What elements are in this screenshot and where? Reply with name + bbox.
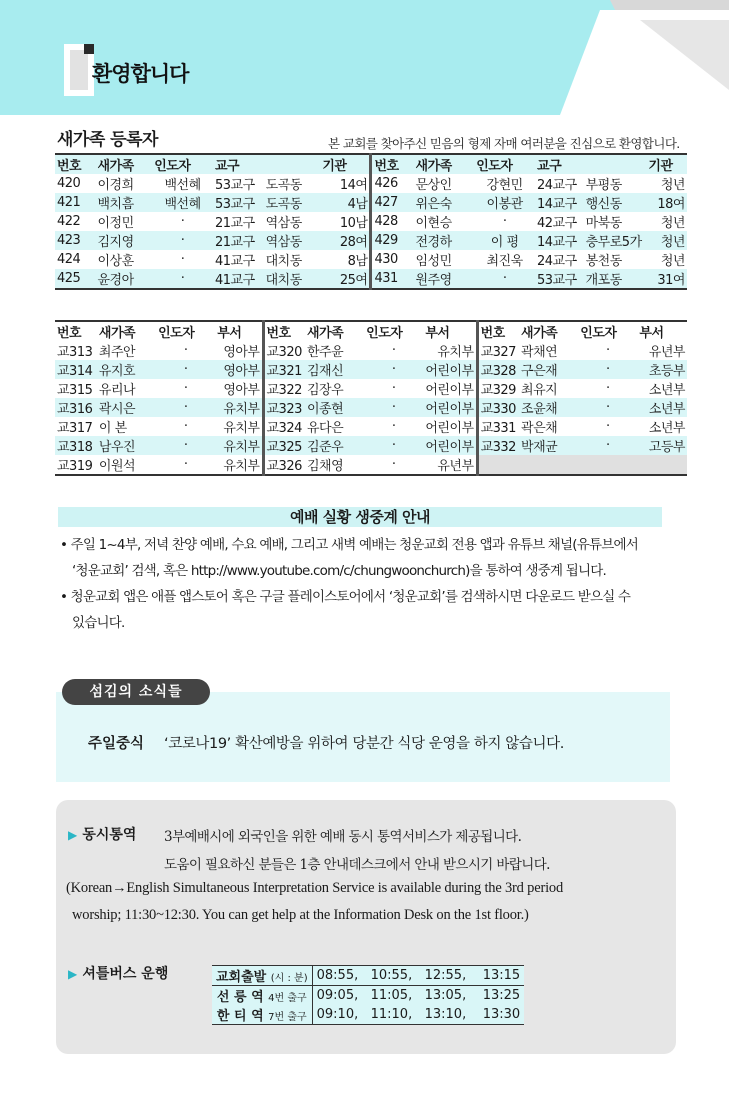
table-cell: 한주윤 (306, 345, 344, 360)
table-cell: 유다은 (306, 421, 344, 436)
interpretation-line: 3부예배시에 외국인을 위한 예배 동시 통역서비스가 제공됩니다. (164, 829, 522, 845)
shuttle-times: 08:55, 10:55, 12:55, 13:15 (316, 968, 521, 983)
table-cell: 역삼동 (265, 216, 302, 231)
col-header: 번호 (371, 154, 414, 174)
table-cell: 21교구 (214, 216, 255, 231)
table-cell: 교324 (263, 417, 305, 436)
shuttle-stop-sub: (시 : 분) (270, 973, 308, 984)
table-cell: 교329 (477, 379, 519, 398)
table-cell: 교323 (263, 398, 305, 417)
table-cell: 이상훈 (97, 254, 134, 269)
table-cell: 소년부 (648, 383, 685, 398)
school-table (55, 320, 687, 476)
notice-badge: 섬김의 소식들 (62, 679, 210, 705)
table-cell: 431 (371, 269, 414, 289)
col-header: 기관 (648, 159, 673, 174)
table-cell: · (183, 343, 188, 358)
broadcast-line: 있습니다. (72, 615, 125, 631)
notice-label: 주일중식 (88, 736, 145, 752)
table-cell: 이경희 (97, 178, 134, 193)
table-cell: 유치부 (223, 421, 260, 436)
table-row (55, 193, 687, 212)
table-cell: 남우진 (98, 440, 136, 455)
col-header: 새가족 (98, 326, 136, 341)
table-row (55, 231, 687, 250)
table-cell: 곽은채 (521, 421, 558, 436)
table-cell: 최유지 (521, 383, 558, 398)
table-row (55, 269, 687, 289)
table-cell: 427 (371, 193, 414, 212)
table-cell: 청년 (660, 216, 685, 231)
col-header: 부서 (639, 326, 664, 341)
table-cell: 소년부 (648, 421, 685, 436)
table-cell: 10남 (339, 216, 368, 231)
table-cell: 425 (57, 271, 81, 286)
col-header: 인도자 (158, 326, 195, 341)
table-cell: 조윤채 (521, 402, 558, 417)
broadcast-line: • 청운교회 앱은 애플 앱스토어 혹은 구글 플레이스토어에서 ‘청운교회’를 검색하시면 다운로드 받으실 수 (60, 589, 631, 605)
table-cell: 428 (371, 212, 414, 231)
table-cell: · (391, 381, 396, 396)
table-cell: 유치부 (223, 459, 260, 474)
table-cell: 교332 (477, 436, 519, 455)
table-cell: 24교구 (537, 178, 577, 193)
table-cell: 유리나 (98, 383, 136, 398)
table-cell: 14교구 (537, 197, 577, 212)
table-cell: 영아부 (223, 345, 260, 360)
table-cell: 424 (57, 252, 81, 267)
header-square-inner (70, 50, 88, 90)
table-cell: 부평동 (585, 178, 622, 193)
table-cell: 김준우 (306, 440, 344, 455)
table-cell: 개포동 (585, 273, 622, 288)
table-cell: 백치흠 (97, 197, 134, 212)
table-cell: 교313 (57, 345, 93, 360)
table-cell (477, 455, 519, 475)
table-cell: 429 (371, 231, 414, 250)
col-header: 새가족 (521, 326, 558, 341)
table-cell: 마북동 (585, 216, 622, 231)
table-cell: 유치부 (223, 440, 260, 455)
table-cell: 어린이부 (425, 364, 474, 379)
table-cell: 대치동 (265, 273, 302, 288)
table-cell: 교320 (263, 341, 305, 360)
table-cell: · (605, 400, 610, 415)
shuttle-stop-name: 한 티 역 (216, 1009, 264, 1024)
table-cell: · (605, 419, 610, 434)
table-cell: 41교구 (214, 273, 255, 288)
table-cell: 최진욱 (486, 254, 523, 269)
table-cell (519, 455, 578, 475)
col-header: 교구 (537, 159, 562, 174)
newcomers-title: 새가족 등록자 (57, 130, 158, 150)
table-cell: · (180, 252, 185, 267)
table-cell: 청년 (660, 254, 685, 269)
table-cell: 어린이부 (425, 440, 474, 455)
col-header: 새가족 (415, 159, 452, 174)
shuttle-stop-sub: 7번 출구 (268, 1012, 307, 1023)
table-cell: · (183, 381, 188, 396)
broadcast-line: • 주일 1~4부, 저녁 찬양 예배, 수요 예배, 그리고 새벽 예배는 청운교회 전용 앱과 유튜브 채널(유튜브에서 (60, 537, 638, 553)
shuttle-row (212, 986, 524, 1006)
shuttle-stop-sub: 4번 출구 (268, 993, 307, 1004)
broadcast-line: ‘청운교회’ 검색, 혹은 http://www.youtube.com/c/chungwoonchurch)을 통하여 생중계 됩니다. (72, 563, 606, 579)
table-cell: 유지호 (98, 364, 136, 379)
newcomers-table (55, 153, 687, 290)
table-cell: 백선혜 (164, 178, 201, 193)
shuttle-stop-name: 선 릉 역 (216, 990, 264, 1005)
col-header: 번호 (263, 321, 305, 341)
table-cell: 430 (371, 250, 414, 269)
table-cell: 4남 (347, 197, 368, 212)
table-cell: 최주안 (98, 345, 136, 360)
table-cell: 행신동 (585, 197, 622, 212)
table-cell: 교319 (57, 459, 93, 474)
shuttle-stop (212, 986, 312, 1006)
table-cell: 도곡동 (265, 178, 302, 193)
table-row (55, 455, 687, 475)
table-cell: 교318 (57, 440, 93, 455)
table-cell: 봉천동 (585, 254, 622, 269)
shuttle-row (212, 966, 524, 986)
table-cell: 유년부 (648, 345, 685, 360)
table-cell: 어린이부 (425, 421, 474, 436)
table-cell: 31여 (657, 273, 685, 288)
table-cell: 교328 (477, 360, 519, 379)
table-cell: 영아부 (223, 364, 260, 379)
table-cell: · (605, 362, 610, 377)
table-cell: · (605, 343, 610, 358)
table-cell: 421 (57, 195, 81, 210)
shuttle-stop (212, 1005, 312, 1025)
table-cell: · (180, 214, 185, 229)
interpretation-english: (Korean→English Simultaneous Interpretation Service is available during the 3rd period (66, 880, 564, 896)
table-cell: · (391, 438, 396, 453)
triangle-bullet-icon: ▶ (68, 967, 78, 981)
shuttle-label: 셔틀버스 운행 (82, 966, 169, 982)
table-row (55, 360, 687, 379)
table-cell: 426 (371, 174, 414, 193)
table-cell: 김지영 (97, 235, 134, 250)
interpretation-heading (68, 824, 136, 844)
table-cell: 초등부 (648, 364, 685, 379)
table-cell: · (391, 362, 396, 377)
shuttle-times: 09:10, 11:10, 13:10, 13:30 (316, 1007, 521, 1022)
table-cell: · (391, 400, 396, 415)
table-row (55, 174, 687, 193)
table-cell: 이 평 (490, 235, 519, 250)
col-header: 새가족 (306, 326, 344, 341)
table-cell: 어린이부 (425, 402, 474, 417)
shuttle-stop (212, 966, 312, 986)
table-cell: 41교구 (214, 254, 255, 269)
table-cell: 14교구 (537, 235, 577, 250)
table-cell: 422 (57, 214, 81, 229)
interpretation-label: 동시통역 (82, 827, 137, 843)
table-cell: · (183, 362, 188, 377)
table-cell: 어린이부 (425, 383, 474, 398)
newcomers-note: 본 교회를 찾아주신 믿음의 형제 자매 여러분을 진심으로 환영합니다. (328, 136, 680, 151)
table-cell: 42교구 (537, 216, 577, 231)
col-header: 번호 (57, 326, 82, 341)
table-cell: 교322 (263, 379, 305, 398)
col-header: 부서 (217, 326, 242, 341)
col-header: 번호 (57, 159, 82, 174)
table-cell: 이종현 (306, 402, 344, 417)
table-cell: 청년 (660, 178, 685, 193)
page-title: 환영합니다 (92, 62, 189, 86)
table-cell: 21교구 (214, 235, 255, 250)
table-cell: 소년부 (648, 402, 685, 417)
table-cell: 김장우 (306, 383, 344, 398)
interpretation-line: 도움이 필요하신 분들은 1층 안내데스크에서 안내 받으시기 바랍니다. (164, 857, 550, 873)
table-cell: 문상인 (415, 178, 452, 193)
shuttle-row (212, 1005, 524, 1025)
table-cell: 유년부 (437, 459, 474, 474)
table-cell: 교326 (263, 455, 305, 475)
table-row (55, 212, 687, 231)
table-cell: 임성민 (415, 254, 452, 269)
school-header-row (55, 321, 687, 341)
table-cell: 교321 (263, 360, 305, 379)
col-header: 부서 (425, 326, 450, 341)
table-cell: 교327 (477, 341, 519, 360)
table-row (55, 379, 687, 398)
table-cell: · (183, 457, 188, 472)
table-row (55, 250, 687, 269)
table-row (55, 341, 687, 360)
table-cell: 구은재 (521, 364, 558, 379)
table-cell: 이봉관 (486, 197, 523, 212)
col-header: 인도자 (580, 326, 617, 341)
table-cell: 곽시은 (98, 402, 136, 417)
table-cell: · (391, 457, 396, 472)
table-cell: 교316 (57, 402, 93, 417)
table-cell: 김채영 (306, 459, 344, 474)
table-cell: 교314 (57, 364, 93, 379)
broadcast-body (60, 532, 700, 636)
table-cell: 대치동 (265, 254, 302, 269)
table-cell: · (605, 381, 610, 396)
shuttle-times: 09:05, 11:05, 13:05, 13:25 (316, 988, 521, 1003)
table-cell: 8남 (347, 254, 368, 269)
table-cell: 윤경아 (97, 273, 134, 288)
table-cell: 24교구 (537, 254, 577, 269)
newcomers-header-row (55, 154, 687, 174)
table-cell: 28여 (339, 235, 368, 250)
col-header: 새가족 (97, 159, 134, 174)
table-cell: 교330 (477, 398, 519, 417)
table-cell: 14여 (339, 178, 368, 193)
table-cell: 청년 (660, 235, 685, 250)
table-cell: 박재균 (521, 440, 558, 455)
table-cell: 원주영 (415, 273, 452, 288)
table-cell: · (183, 419, 188, 434)
col-header: 기관 (322, 159, 347, 174)
table-cell: 강현민 (486, 178, 523, 193)
col-header: 번호 (477, 321, 519, 341)
table-cell: 교331 (477, 417, 519, 436)
table-cell: 전경하 (415, 235, 452, 250)
table-cell: 백선혜 (164, 197, 201, 212)
table-cell (637, 455, 687, 475)
table-cell: · (180, 271, 185, 286)
table-row (55, 398, 687, 417)
shuttle-stop-name: 교회출발 (216, 970, 267, 985)
table-cell: 이 본 (98, 421, 127, 436)
table-cell: · (391, 419, 396, 434)
broadcast-title: 예배 실황 생중계 안내 (289, 508, 431, 526)
table-cell: 도곡동 (265, 197, 302, 212)
table-cell: 교325 (263, 436, 305, 455)
table-cell: 이정민 (97, 216, 134, 231)
shuttle-table (212, 965, 524, 1025)
table-cell: 김재신 (306, 364, 344, 379)
notice-text: ‘코로나19’ 확산예방을 위하여 당분간 식당 운영을 하지 않습니다. (164, 736, 564, 752)
table-cell: 교315 (57, 383, 93, 398)
table-cell: 고등부 (648, 440, 685, 455)
table-cell: 유치부 (437, 345, 474, 360)
col-header: 인도자 (154, 159, 191, 174)
table-cell: 곽채연 (521, 345, 558, 360)
header-square-accent (84, 44, 94, 54)
table-cell: 53교구 (537, 273, 577, 288)
table-cell: 420 (57, 176, 81, 191)
table-cell: · (180, 233, 185, 248)
table-cell: · (391, 343, 396, 358)
table-cell: 53교구 (214, 178, 255, 193)
table-cell: 위은숙 (415, 197, 452, 212)
table-cell: 역삼동 (265, 235, 302, 250)
table-cell (578, 455, 637, 475)
table-cell: · (502, 271, 507, 286)
table-row (55, 417, 687, 436)
table-cell: · (183, 400, 188, 415)
table-cell: 충무로5가 (585, 235, 642, 250)
table-cell: 이현승 (415, 216, 452, 231)
table-cell: 53교구 (214, 197, 255, 212)
table-cell: 교317 (57, 421, 93, 436)
table-row (55, 436, 687, 455)
table-cell: 이원석 (98, 459, 136, 474)
table-cell: · (502, 214, 507, 229)
col-header: 인도자 (476, 159, 513, 174)
col-header: 교구 (214, 159, 240, 174)
table-cell: 영아부 (223, 383, 260, 398)
table-cell: · (605, 438, 610, 453)
triangle-bullet-icon: ▶ (68, 828, 78, 842)
table-cell: 25여 (339, 273, 368, 288)
table-cell: · (183, 438, 188, 453)
shuttle-heading (68, 963, 168, 983)
table-cell: 423 (57, 233, 81, 248)
table-cell: 유치부 (223, 402, 260, 417)
table-cell: 18여 (657, 197, 685, 212)
interpretation-english: worship; 11:30~12:30. You can get help at the Information Desk on the 1st floor.) (72, 907, 529, 923)
col-header: 인도자 (366, 326, 403, 341)
